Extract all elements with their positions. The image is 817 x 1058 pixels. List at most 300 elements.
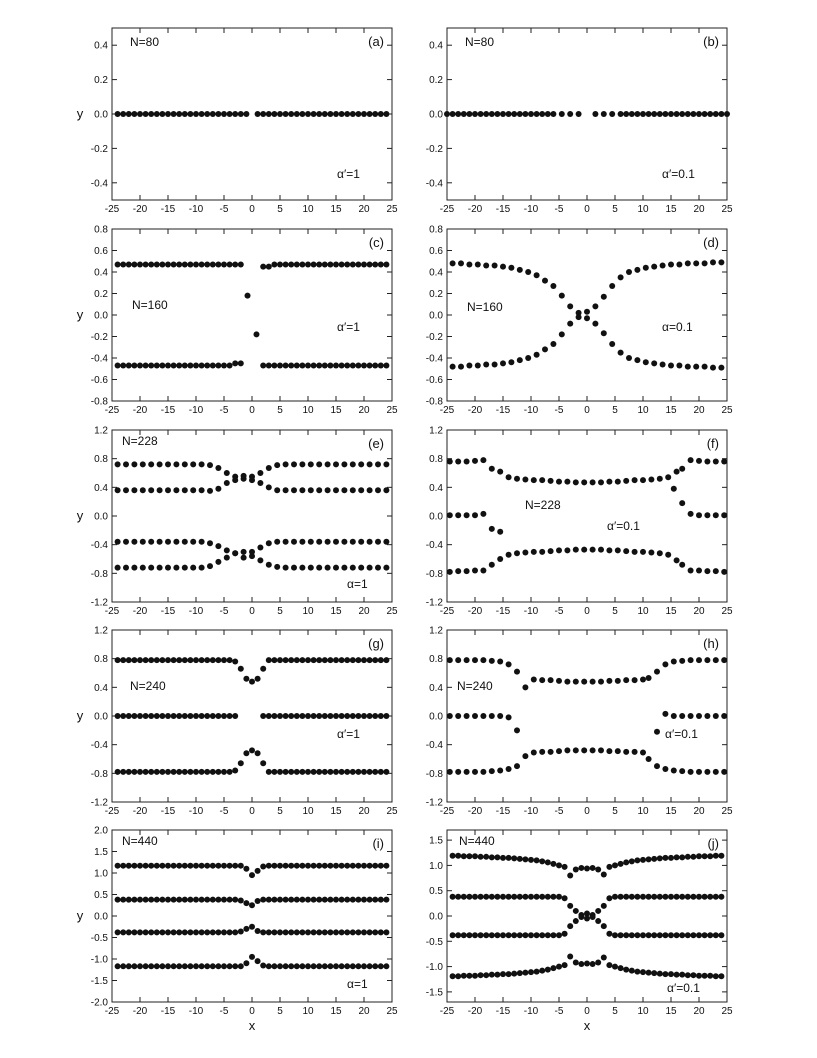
- data-point: [232, 261, 238, 267]
- data-point: [327, 657, 333, 663]
- data-point: [137, 713, 143, 719]
- data-point: [721, 569, 727, 575]
- data-point: [339, 657, 345, 663]
- y-tick-label: 0.0: [429, 711, 443, 723]
- data-point: [176, 963, 182, 969]
- data-point: [358, 461, 364, 467]
- data-point: [492, 263, 498, 269]
- data-point: [615, 678, 621, 684]
- data-point: [522, 932, 528, 938]
- x-tick-label: -25: [104, 405, 120, 416]
- data-point: [257, 470, 263, 476]
- data-point: [227, 769, 233, 775]
- series-2: [115, 924, 390, 936]
- y-tick-label: -0.8: [425, 396, 443, 408]
- y-tick-label: -0.8: [90, 768, 108, 780]
- data-point: [713, 512, 719, 518]
- panel-label: (c): [368, 235, 384, 250]
- data-point: [367, 363, 373, 369]
- data-point: [654, 669, 660, 675]
- data-point: [140, 487, 146, 493]
- data-point: [657, 476, 663, 482]
- data-point: [187, 111, 193, 117]
- data-point: [674, 469, 680, 475]
- data-point: [288, 769, 294, 775]
- data-point: [662, 111, 668, 117]
- y-tick-label: -0.5: [425, 936, 443, 948]
- data-point: [333, 657, 339, 663]
- data-point: [618, 274, 624, 280]
- y-axis-label: y: [76, 708, 84, 723]
- data-point: [375, 539, 381, 545]
- data-point: [120, 963, 126, 969]
- data-point: [534, 932, 540, 938]
- data-point: [514, 763, 520, 769]
- data-point: [344, 363, 350, 369]
- data-point: [308, 461, 314, 467]
- x-tick-label: -20: [132, 405, 148, 416]
- data-point: [199, 461, 205, 467]
- data-point: [294, 897, 300, 903]
- data-point: [148, 963, 154, 969]
- data-point: [450, 364, 456, 370]
- data-point: [517, 111, 523, 117]
- data-point: [508, 359, 514, 365]
- data-point: [316, 261, 322, 267]
- data-point: [232, 767, 238, 773]
- data-point: [232, 713, 238, 719]
- y-tick-label: -0.2: [90, 332, 108, 343]
- data-point: [497, 529, 503, 535]
- y-tick-label: 0.4: [429, 40, 443, 52]
- data-point: [322, 963, 328, 969]
- data-point: [528, 932, 534, 938]
- data-point: [623, 749, 629, 755]
- data-point: [500, 855, 506, 861]
- data-point: [143, 657, 149, 663]
- data-point: [316, 713, 322, 719]
- data-point: [550, 283, 556, 289]
- panel-label: (d): [703, 235, 719, 250]
- data-point: [316, 111, 322, 117]
- data-point: [232, 897, 238, 903]
- data-point: [472, 973, 478, 979]
- data-point: [137, 657, 143, 663]
- data-point: [221, 897, 227, 903]
- data-point: [528, 857, 534, 863]
- data-point: [143, 769, 149, 775]
- data-point: [187, 929, 193, 935]
- y-tick-label: 0.8: [94, 454, 108, 466]
- y-tick-label: 0.8: [429, 654, 443, 666]
- data-point: [165, 929, 171, 935]
- y-tick-label: 0.0: [94, 511, 108, 523]
- data-point: [556, 547, 562, 553]
- data-point: [623, 894, 629, 900]
- data-point: [584, 315, 590, 321]
- data-point: [550, 111, 556, 117]
- y-tick-label: -1.0: [90, 954, 108, 966]
- data-point: [497, 556, 503, 562]
- data-point: [674, 557, 680, 563]
- y-tick-label: 1.2: [94, 625, 108, 637]
- data-point: [545, 894, 551, 900]
- data-point: [176, 863, 182, 869]
- x-tick-label: -25: [104, 806, 120, 817]
- data-point: [333, 111, 339, 117]
- data-point: [350, 929, 356, 935]
- data-point: [581, 547, 587, 553]
- data-point: [651, 111, 657, 117]
- data-point: [612, 894, 618, 900]
- data-point: [372, 863, 378, 869]
- data-point: [383, 713, 389, 719]
- data-point: [598, 747, 604, 753]
- data-point: [157, 487, 163, 493]
- x-tick-label: -10: [188, 405, 204, 416]
- data-point: [154, 657, 160, 663]
- alpha-label: α′=0.1: [607, 519, 640, 533]
- data-point: [204, 897, 210, 903]
- data-point: [221, 111, 227, 117]
- data-point: [704, 512, 710, 518]
- data-point: [126, 657, 132, 663]
- y-tick-label: 0.2: [429, 75, 443, 87]
- data-point: [696, 853, 702, 859]
- data-point: [372, 657, 378, 663]
- data-point: [367, 657, 373, 663]
- data-point: [378, 261, 384, 267]
- n-label: N=440: [459, 834, 495, 848]
- data-point: [193, 769, 199, 775]
- data-point: [696, 769, 702, 775]
- data-point: [358, 539, 364, 545]
- data-point: [131, 863, 137, 869]
- series-1: [522, 675, 651, 690]
- data-point: [148, 897, 154, 903]
- data-point: [339, 963, 345, 969]
- x-tick-label: -20: [467, 405, 483, 416]
- data-point: [123, 461, 129, 467]
- data-point: [187, 363, 193, 369]
- data-point: [260, 363, 266, 369]
- n-label: N=160: [467, 300, 503, 314]
- data-point: [601, 872, 607, 878]
- data-point: [193, 111, 199, 117]
- data-point: [361, 963, 367, 969]
- x-axis-label: x: [583, 1018, 591, 1033]
- data-point: [361, 929, 367, 935]
- data-point: [137, 929, 143, 935]
- data-point: [171, 863, 177, 869]
- data-point: [367, 565, 373, 571]
- data-point: [154, 713, 160, 719]
- x-tick-label: 10: [302, 606, 314, 617]
- data-point: [450, 932, 456, 938]
- data-point: [210, 863, 216, 869]
- x-tick-label: 25: [386, 405, 398, 416]
- data-point: [165, 539, 171, 545]
- data-point: [126, 769, 132, 775]
- data-point: [556, 748, 562, 754]
- data-point: [534, 272, 540, 278]
- data-point: [539, 477, 545, 483]
- data-point: [464, 568, 470, 574]
- data-point: [311, 261, 317, 267]
- data-point: [221, 657, 227, 663]
- data-point: [713, 111, 719, 117]
- data-point: [455, 111, 461, 117]
- data-point: [355, 713, 361, 719]
- data-point: [238, 963, 244, 969]
- data-point: [615, 748, 621, 754]
- panel-label: (f): [706, 436, 719, 451]
- x-tick-label: -25: [104, 204, 120, 215]
- data-point: [171, 657, 177, 663]
- data-point: [693, 364, 699, 370]
- data-point: [131, 929, 137, 935]
- y-tick-label: -0.4: [425, 353, 443, 365]
- series-0: [115, 863, 390, 878]
- data-point: [176, 363, 182, 369]
- data-point: [595, 908, 601, 914]
- series-1: [115, 897, 390, 909]
- x-tick-label: 15: [665, 405, 677, 416]
- data-point: [232, 477, 238, 483]
- data-point: [271, 929, 277, 935]
- data-point: [464, 512, 470, 518]
- data-point: [115, 929, 121, 935]
- data-point: [176, 657, 182, 663]
- x-tick-label: -15: [495, 204, 511, 215]
- data-point: [131, 565, 137, 571]
- data-point: [640, 969, 646, 975]
- data-point: [713, 853, 719, 859]
- data-point: [497, 659, 503, 665]
- data-point: [461, 932, 467, 938]
- data-point: [679, 562, 685, 568]
- data-point: [131, 769, 137, 775]
- data-point: [506, 474, 512, 480]
- data-point: [227, 261, 233, 267]
- data-point: [562, 931, 568, 937]
- data-point: [606, 748, 612, 754]
- alpha-label: α=1: [347, 577, 368, 591]
- data-point: [483, 894, 489, 900]
- data-point: [311, 111, 317, 117]
- x-tick-label: -15: [495, 606, 511, 617]
- data-point: [367, 929, 373, 935]
- y-tick-label: 0.2: [94, 75, 108, 87]
- data-point: [688, 567, 694, 573]
- data-point: [634, 357, 640, 363]
- data-point: [266, 863, 272, 869]
- data-point: [299, 657, 305, 663]
- data-point: [305, 769, 311, 775]
- data-point: [480, 567, 486, 573]
- data-point: [710, 259, 716, 265]
- data-point: [665, 474, 671, 480]
- data-point: [514, 669, 520, 675]
- data-point: [466, 111, 472, 117]
- data-point: [193, 863, 199, 869]
- data-point: [266, 264, 272, 270]
- data-point: [372, 713, 378, 719]
- data-point: [668, 894, 674, 900]
- data-point: [283, 897, 289, 903]
- data-point: [623, 677, 629, 683]
- data-point: [210, 261, 216, 267]
- data-point: [266, 111, 272, 117]
- data-point: [713, 894, 719, 900]
- data-point: [559, 111, 565, 117]
- data-point: [299, 769, 305, 775]
- data-point: [489, 854, 495, 860]
- data-point: [567, 111, 573, 117]
- data-point: [143, 713, 149, 719]
- data-point: [120, 657, 126, 663]
- n-label: N=240: [457, 679, 493, 693]
- data-point: [654, 763, 660, 769]
- data-point: [646, 894, 652, 900]
- series-0: [447, 457, 727, 464]
- panel-label: (g): [368, 636, 384, 651]
- data-point: [461, 894, 467, 900]
- data-point: [294, 657, 300, 663]
- data-point: [489, 713, 495, 719]
- data-point: [383, 363, 389, 369]
- data-point: [632, 749, 638, 755]
- data-point: [143, 897, 149, 903]
- data-point: [350, 363, 356, 369]
- data-point: [685, 972, 691, 978]
- x-tick-label: 25: [721, 806, 733, 817]
- data-point: [724, 111, 730, 117]
- data-point: [171, 363, 177, 369]
- data-point: [562, 895, 568, 901]
- data-point: [472, 458, 478, 464]
- x-axis-label: x: [248, 1018, 256, 1033]
- data-point: [140, 539, 146, 545]
- data-point: [266, 769, 272, 775]
- x-tick-label: 20: [358, 1006, 370, 1017]
- data-point: [215, 769, 221, 775]
- data-point: [327, 769, 333, 775]
- data-point: [688, 657, 694, 663]
- y-tick-label: -0.8: [425, 768, 443, 780]
- data-point: [190, 487, 196, 493]
- n-label: N=440: [122, 834, 158, 848]
- data-point: [383, 487, 389, 493]
- data-point: [311, 769, 317, 775]
- data-point: [341, 487, 347, 493]
- data-point: [383, 929, 389, 935]
- data-point: [707, 853, 713, 859]
- data-point: [718, 853, 724, 859]
- data-point: [173, 487, 179, 493]
- data-point: [224, 480, 230, 486]
- data-point: [199, 929, 205, 935]
- data-point: [679, 466, 685, 472]
- data-point: [215, 111, 221, 117]
- data-point: [115, 487, 121, 493]
- data-point: [322, 261, 328, 267]
- data-point: [283, 565, 289, 571]
- data-point: [126, 963, 132, 969]
- data-point: [238, 261, 244, 267]
- data-point: [350, 487, 356, 493]
- x-tick-label: 0: [249, 1006, 255, 1017]
- data-point: [322, 111, 328, 117]
- data-point: [148, 657, 154, 663]
- data-point: [646, 970, 652, 976]
- data-point: [355, 657, 361, 663]
- data-point: [288, 111, 294, 117]
- x-tick-label: -5: [219, 606, 229, 617]
- data-point: [137, 769, 143, 775]
- data-point: [294, 769, 300, 775]
- data-point: [165, 487, 171, 493]
- data-point: [531, 750, 537, 756]
- data-point: [277, 713, 283, 719]
- y-tick-label: 0.4: [94, 40, 108, 52]
- data-point: [578, 914, 584, 920]
- data-point: [241, 549, 247, 555]
- data-point: [355, 261, 361, 267]
- panel-label: (a): [368, 34, 384, 49]
- data-point: [466, 363, 472, 369]
- data-point: [333, 363, 339, 369]
- data-point: [291, 539, 297, 545]
- x-tick-label: -10: [523, 606, 539, 617]
- data-point: [562, 864, 568, 870]
- x-tick-label: -15: [160, 405, 176, 416]
- data-point: [632, 477, 638, 483]
- x-tick-label: 5: [612, 204, 618, 215]
- data-point: [545, 967, 551, 973]
- data-point: [126, 713, 132, 719]
- data-point: [640, 676, 646, 682]
- x-tick-label: -20: [132, 806, 148, 817]
- data-point: [316, 461, 322, 467]
- data-point: [143, 929, 149, 935]
- data-point: [148, 565, 154, 571]
- data-point: [702, 973, 708, 979]
- data-point: [176, 713, 182, 719]
- data-point: [283, 261, 289, 267]
- data-point: [721, 657, 727, 663]
- data-point: [126, 111, 132, 117]
- data-point: [506, 552, 512, 558]
- series-3: [450, 953, 725, 979]
- data-point: [383, 863, 389, 869]
- data-point: [606, 547, 612, 553]
- data-point: [243, 900, 249, 906]
- data-point: [590, 914, 596, 920]
- data-point: [238, 863, 244, 869]
- data-point: [615, 479, 621, 485]
- data-point: [662, 894, 668, 900]
- data-point: [215, 657, 221, 663]
- data-point: [539, 932, 545, 938]
- data-point: [573, 747, 579, 753]
- data-point: [573, 679, 579, 685]
- data-point: [704, 657, 710, 663]
- data-point: [305, 657, 311, 663]
- data-point: [271, 897, 277, 903]
- y-tick-label: -0.4: [90, 540, 108, 552]
- data-point: [662, 766, 668, 772]
